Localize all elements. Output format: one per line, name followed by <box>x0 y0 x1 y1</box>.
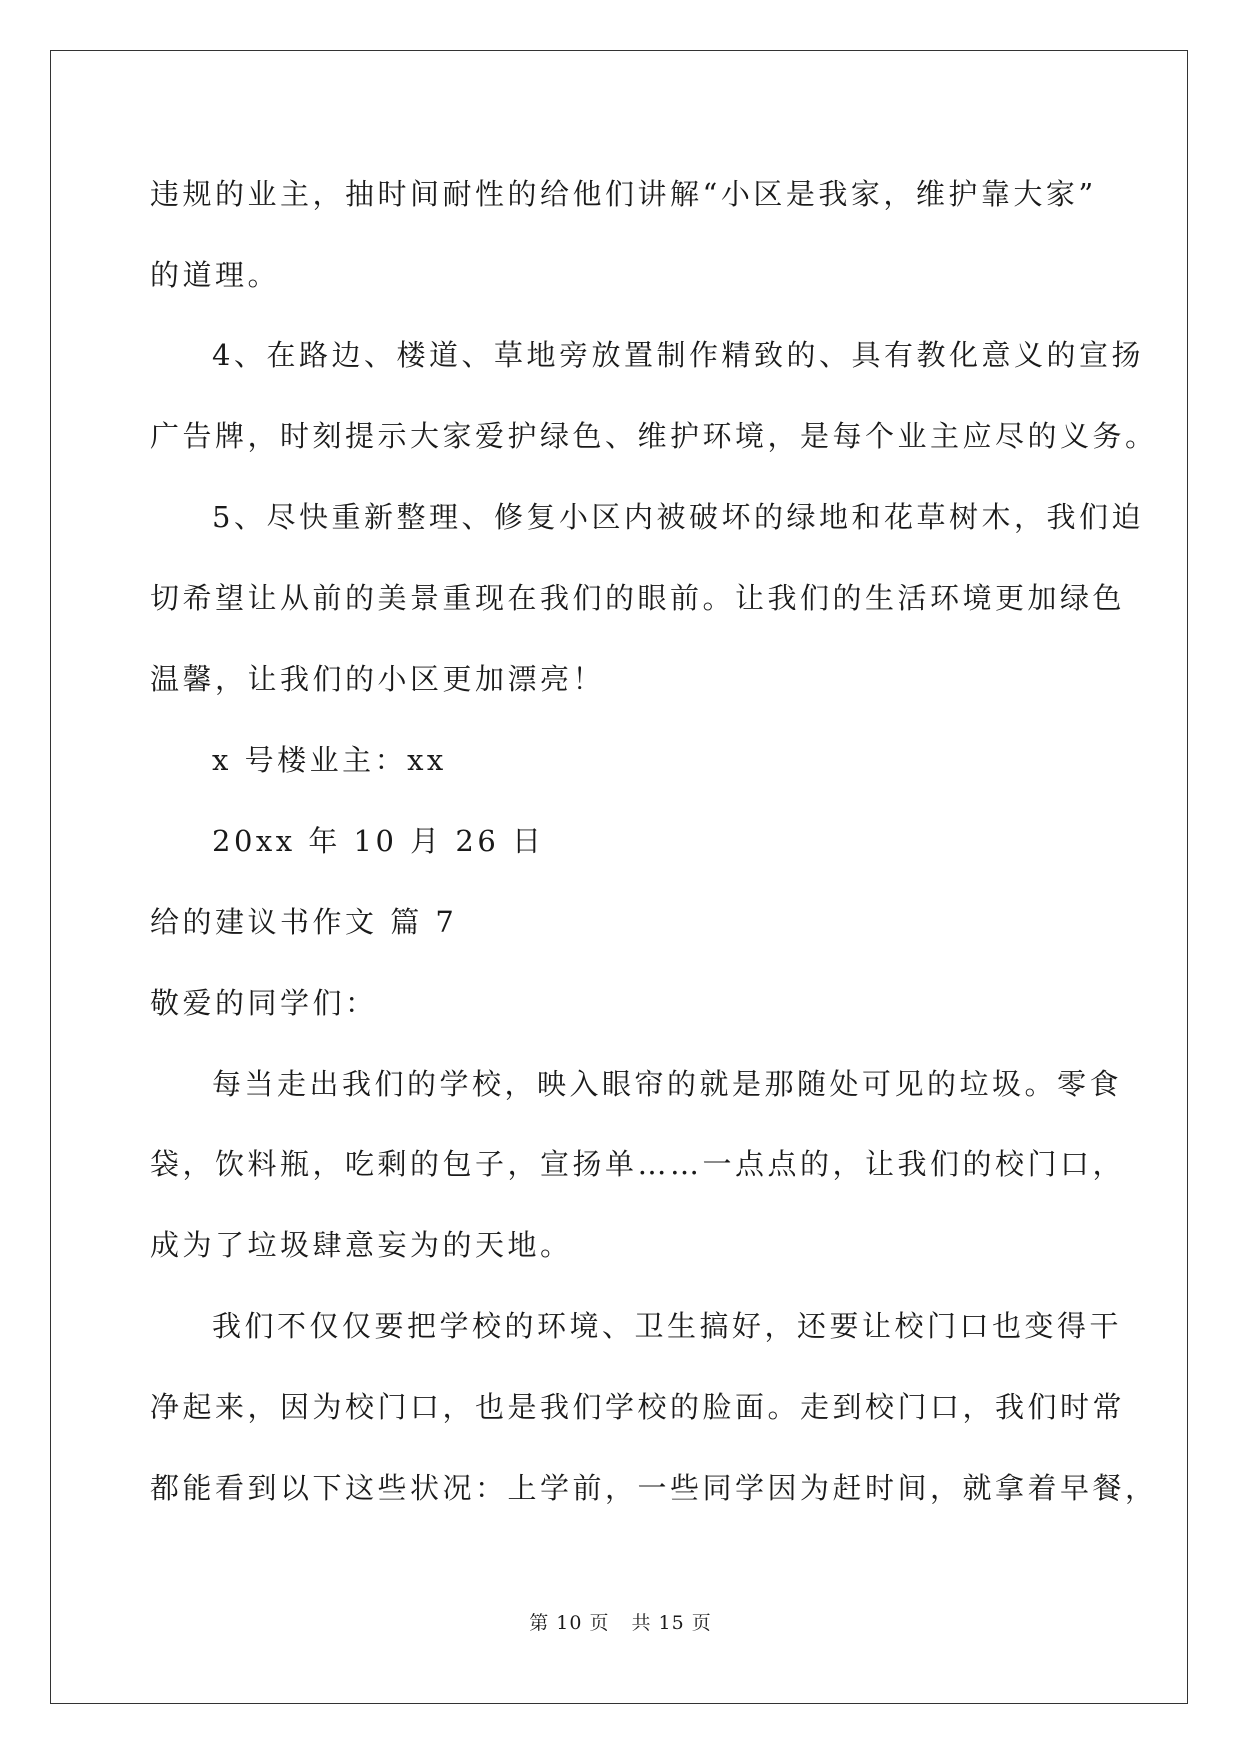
text-line: 每当走出我们的学校，映入眼帘的就是那随处可见的垃圾。零食 <box>212 1067 1123 1101</box>
text-line: 的道理。 <box>150 258 281 292</box>
text-line: 5、尽快重新整理、修复小区内被破坏的绿地和花草树木，我们迫 <box>212 500 1144 534</box>
page-total: 共 15 页 <box>631 1612 712 1634</box>
page-border <box>50 50 1188 1704</box>
text-line: 我们不仅仅要把学校的环境、卫生搞好，还要让校门口也变得干 <box>212 1309 1123 1343</box>
section-heading: 给的建议书作文 篇 7 <box>150 905 458 939</box>
text-line: 广告牌，时刻提示大家爱护绿色、维护环境，是每个业主应尽的义务。 <box>150 419 1158 453</box>
page-number: 第 10 页 <box>529 1612 610 1634</box>
text-line: 切希望让从前的美景重现在我们的眼前。让我们的生活环境更加绿色 <box>150 581 1126 615</box>
salutation: 敬爱的同学们： <box>150 986 378 1020</box>
text-line: 成为了垃圾肆意妄为的天地。 <box>150 1228 573 1262</box>
text-line: 净起来，因为校门口，也是我们学校的脸面。走到校门口，我们时常 <box>150 1390 1126 1424</box>
text-line: 都能看到以下这些状况：上学前，一些同学因为赶时间，就拿着早餐， <box>150 1471 1158 1505</box>
signature-line: x 号楼业主：xx <box>212 743 447 777</box>
text-line: 4、在路边、楼道、草地旁放置制作精致的、具有教化意义的宣扬 <box>212 338 1144 372</box>
text-line: 袋，饮料瓶，吃剩的包子，宣扬单……一点点的，让我们的校门口， <box>150 1147 1126 1181</box>
page-footer <box>0 1608 1241 1635</box>
text-line: 违规的业主，抽时间耐性的给他们讲解“小区是我家，维护靠大家” <box>150 177 1097 211</box>
date-line: 20xx 年 10 月 26 日 <box>212 824 545 858</box>
text-line: 温馨，让我们的小区更加漂亮！ <box>150 662 606 696</box>
